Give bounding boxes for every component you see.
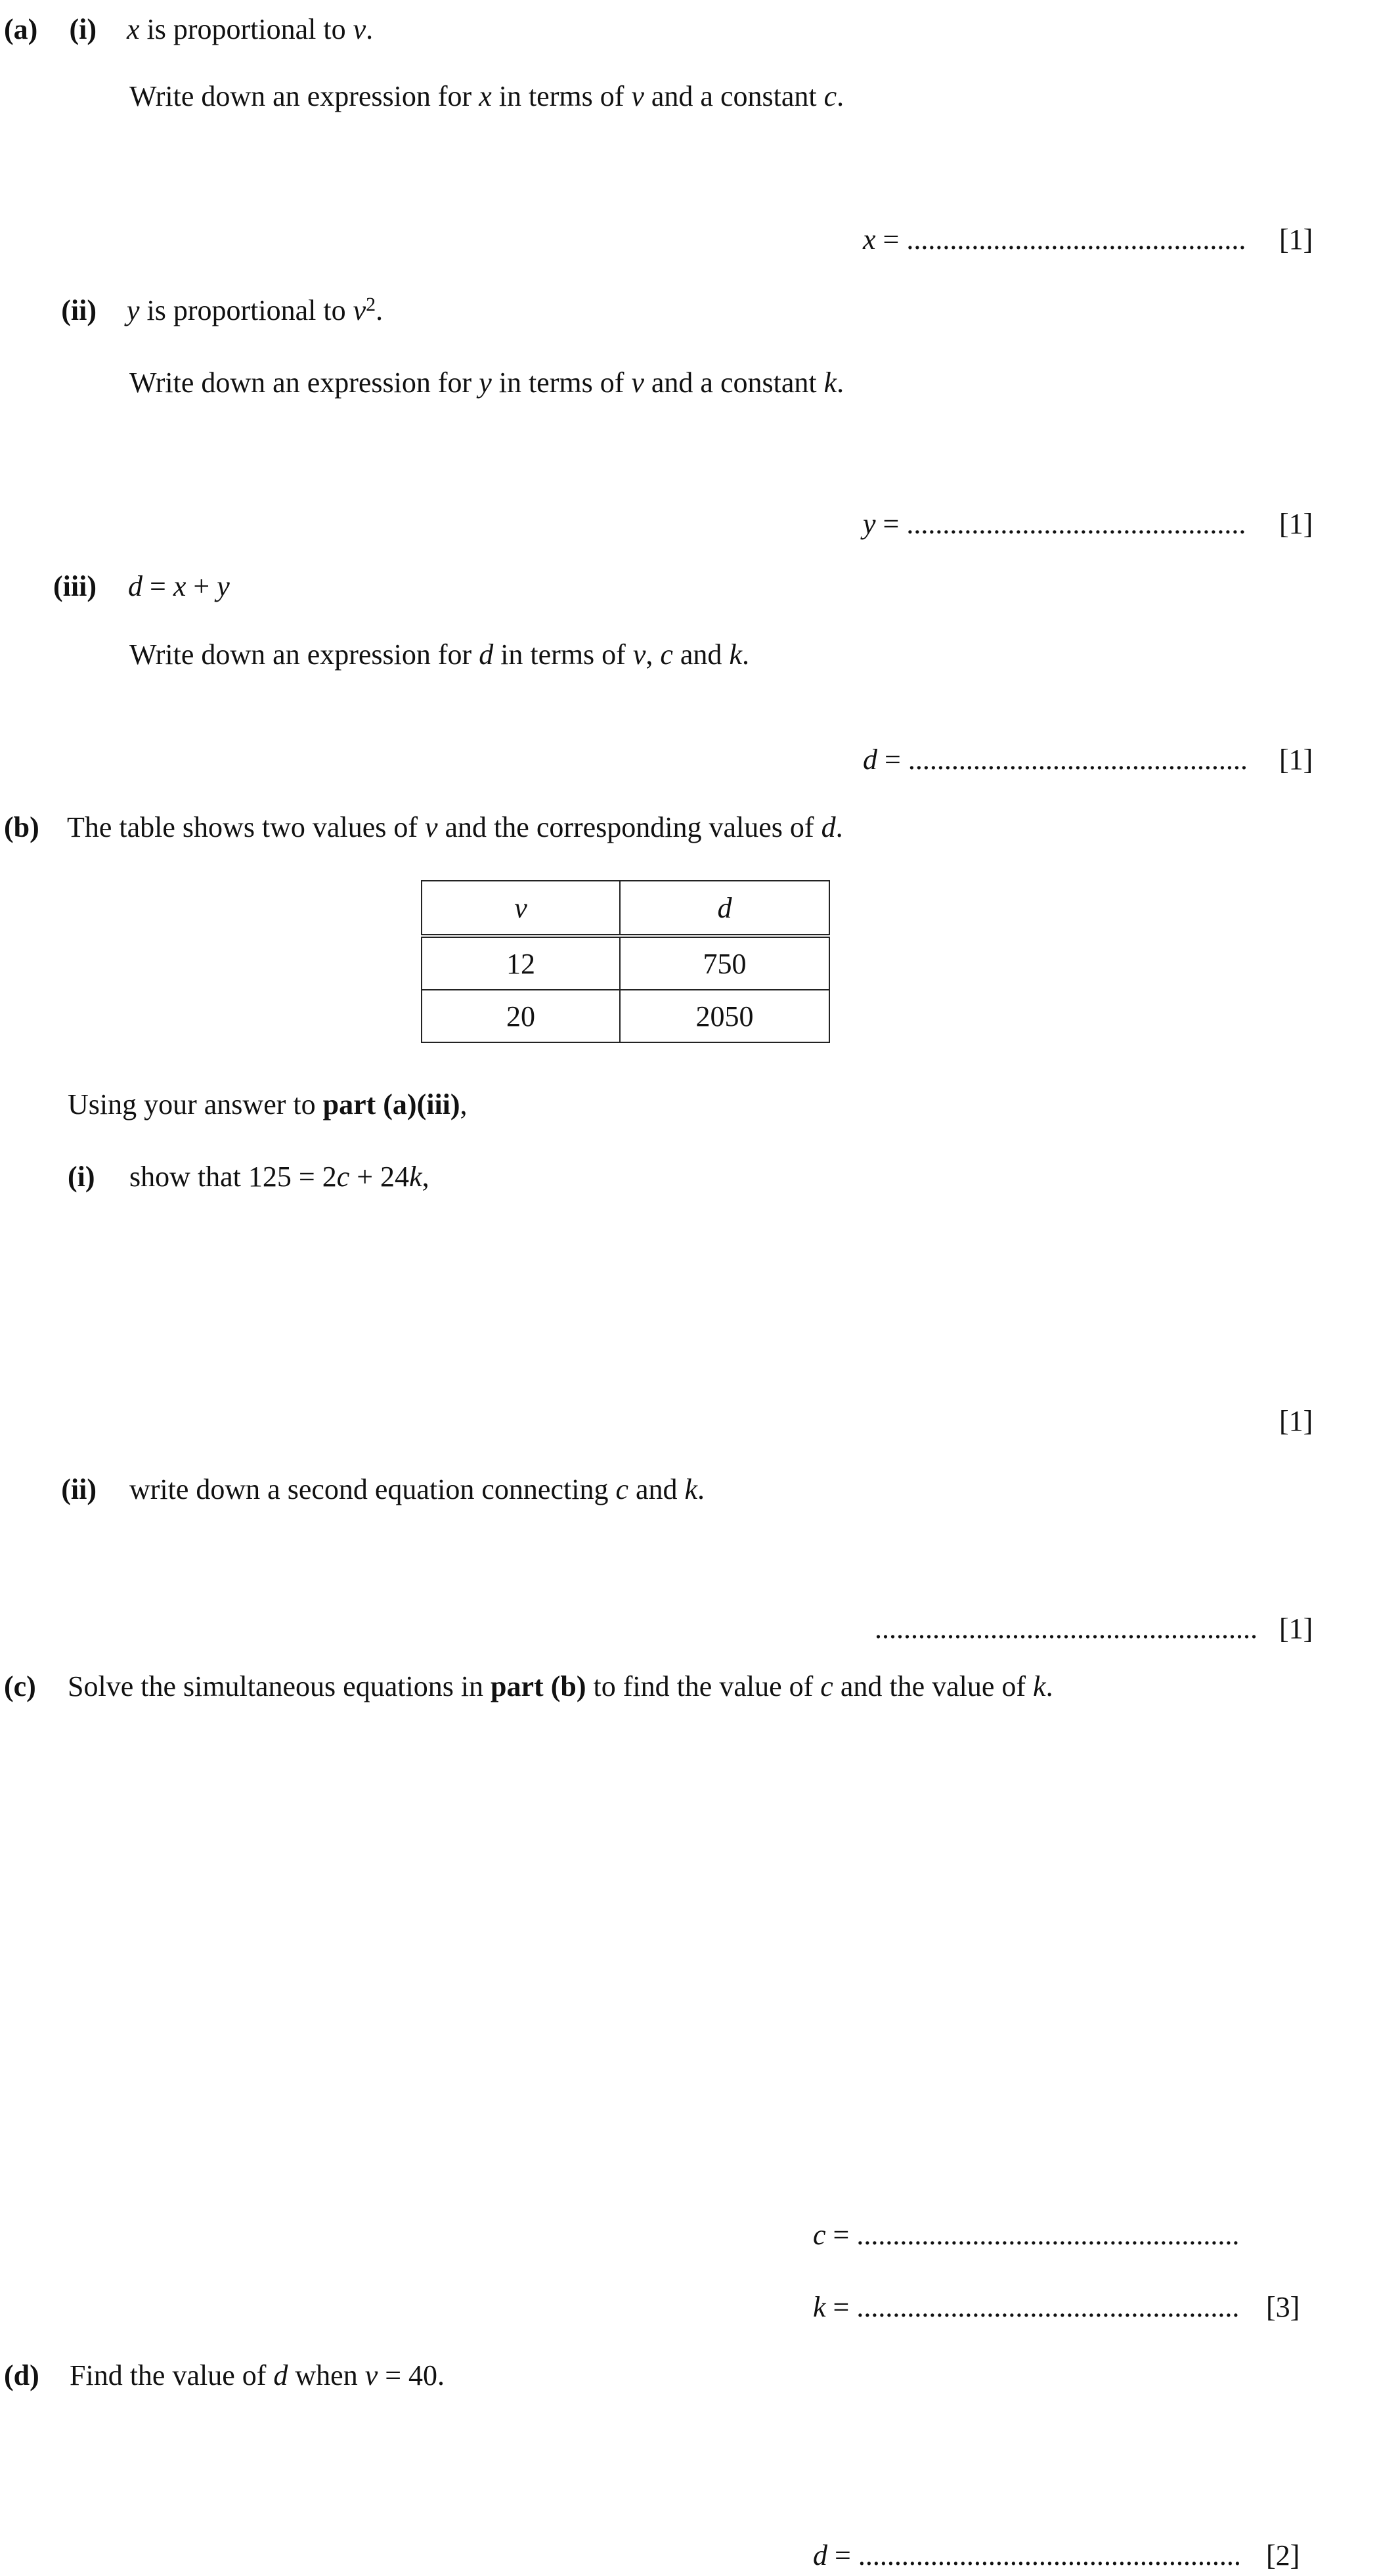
math-variable: c [615,1473,628,1505]
math-variable: k [684,1473,698,1505]
text-run: Write down an expression for [129,366,479,399]
text-run: = [142,570,173,602]
math-variable: d [128,570,142,602]
text-run: and [628,1473,685,1505]
answer-variable: c [813,2219,826,2251]
text-run: write down a second equation connecting [129,1473,616,1505]
math-variable: c [660,638,673,671]
part-c-k-answer-line[interactable] [813,2291,1239,2324]
answer-variable: k [813,2291,826,2323]
text-run: , [646,638,661,671]
part-b-label: (b) [4,811,39,843]
equals-sign: = [885,744,901,776]
part-a-ii-answer-line[interactable] [863,508,1246,541]
math-variable: d [479,638,494,671]
text-run: Write down an expression for [129,638,479,671]
text-run: and the corresponding values of [437,811,821,843]
part-d-answer-line[interactable] [813,2539,1241,2572]
equals-sign: = [883,508,900,540]
part-b-using-text [68,1088,468,1121]
math-variable: k [823,366,837,399]
exponent: 2 [366,294,376,315]
math-variable: d [273,2359,288,2391]
part-a-i-instruction [129,80,844,113]
bold-text: part (a)(iii) [322,1088,460,1121]
text-run: in terms of [491,366,632,399]
mark-allocation: [2] [1266,2539,1300,2571]
part-a-ii-label: (ii) [61,294,97,326]
text-run: and a constant [644,366,824,399]
part-b-ii-label: (ii) [61,1473,97,1505]
part-c-label: (c) [4,1670,36,1702]
table-cell: 20 [422,990,620,1042]
text-run: in terms of [493,638,633,671]
answer-variable: d [813,2539,827,2571]
answer-dots[interactable]: ............................................... [906,223,1246,255]
answer-variable: x [863,223,876,255]
text-run: . [741,638,749,671]
math-variable: x [127,13,140,45]
math-variable: k [729,638,742,671]
table-cell: 12 [422,936,620,990]
text-run: . [837,80,844,112]
answer-dots[interactable]: ..................................................... [858,2539,1241,2571]
math-variable: k [409,1161,422,1193]
text-run: Write down an expression for [129,80,479,112]
part-a-iii-statement [128,570,230,603]
table-row [422,990,829,1042]
bold-text: part (b) [491,1670,586,1702]
text-run: + [186,570,217,602]
text-run: , [460,1088,468,1121]
text-run: in terms of [491,80,632,112]
answer-dots[interactable]: ............................................... [908,744,1248,776]
data-table [421,880,830,1043]
mark-allocation: [1] [1279,744,1313,776]
part-a-iii-instruction [129,638,749,671]
table-cell: 2050 [620,990,829,1042]
math-variable: x [173,570,186,602]
part-d-label: (d) [4,2359,39,2391]
text-run: . [697,1473,705,1505]
text-run: Solve the simultaneous equations in [68,1670,491,1702]
equals-sign: = [835,2539,851,2571]
answer-variable: d [863,744,877,776]
text-run: is proportional to [139,13,353,45]
math-variable: c [820,1670,833,1702]
part-a-i-answer-line[interactable] [863,223,1246,256]
text-run: The table shows two values of [67,811,425,843]
math-variable: c [823,80,837,112]
math-variable: d [821,811,836,843]
math-variable: v [631,80,644,112]
equals-sign: = [833,2219,850,2251]
part-a-i-statement [127,13,373,46]
mark-allocation: [1] [1279,1612,1313,1645]
text-run: show that 125 = 2 [129,1161,337,1193]
part-b-intro [67,811,843,844]
text-run: = 40. [378,2359,445,2391]
table-header-v: v [422,881,620,936]
text-run: and [672,638,730,671]
text-run: , [422,1161,429,1193]
table-cell: 750 [620,936,829,990]
math-variable: v [425,811,438,843]
part-a-ii-instruction [129,366,844,399]
text-run: Find the value of [70,2359,274,2391]
answer-variable: y [863,508,876,540]
math-variable: k [1033,1670,1046,1702]
part-c-text [68,1670,1053,1703]
answer-dots[interactable]: ..................................................... [875,1612,1258,1645]
part-a-iii-label: (iii) [53,570,97,602]
text-run: . [837,366,844,399]
math-variable: v [632,638,646,671]
table-header-row [422,881,829,936]
text-run: and a constant [644,80,824,112]
part-c-c-answer-line[interactable] [813,2219,1239,2252]
part-b-i-text [129,1161,429,1193]
equals-sign: = [883,223,900,255]
math-variable: y [217,570,230,602]
text-run: Using your answer to [68,1088,323,1121]
mark-allocation: [1] [1279,508,1313,540]
variable-v: v [353,294,366,326]
period: . [376,294,383,326]
text-run: . [366,13,374,45]
part-b-i-label: (i) [68,1161,95,1193]
part-a-ii-statement [127,294,383,327]
answer-dots[interactable]: ............................................... [906,508,1246,540]
math-variable: x [479,80,492,112]
table-row [422,936,829,990]
text-run: when [288,2359,365,2391]
text-run: . [835,811,843,843]
text-run: and the value of [833,1670,1034,1702]
math-variable: y [479,366,492,399]
answer-dots[interactable]: ..................................................... [856,2219,1240,2251]
part-d-text [70,2359,445,2392]
table-header-d: d [620,881,829,936]
math-variable: v [353,13,366,45]
mark-allocation: [3] [1266,2291,1300,2323]
part-b-ii-text [129,1473,705,1506]
answer-dots[interactable]: ..................................................... [856,2291,1240,2323]
equals-sign: = [833,2291,850,2323]
math-variable: v [364,2359,378,2391]
part-a-label: (a) [4,13,38,45]
mark-allocation: [1] [1279,1405,1313,1437]
part-a-i-label: (i) [69,13,97,45]
math-variable: c [336,1161,350,1193]
mark-allocation: [1] [1279,223,1313,255]
part-a-iii-answer-line[interactable] [863,744,1248,776]
part-b-ii-answer-line[interactable] [875,1612,1258,1645]
variable-y: y [127,294,140,326]
text-run: . [1045,1670,1053,1702]
text-run: to find the value of [586,1670,821,1702]
math-variable: v [631,366,644,399]
statement-text: is proportional to [139,294,353,326]
text-run: + 24 [349,1161,410,1193]
